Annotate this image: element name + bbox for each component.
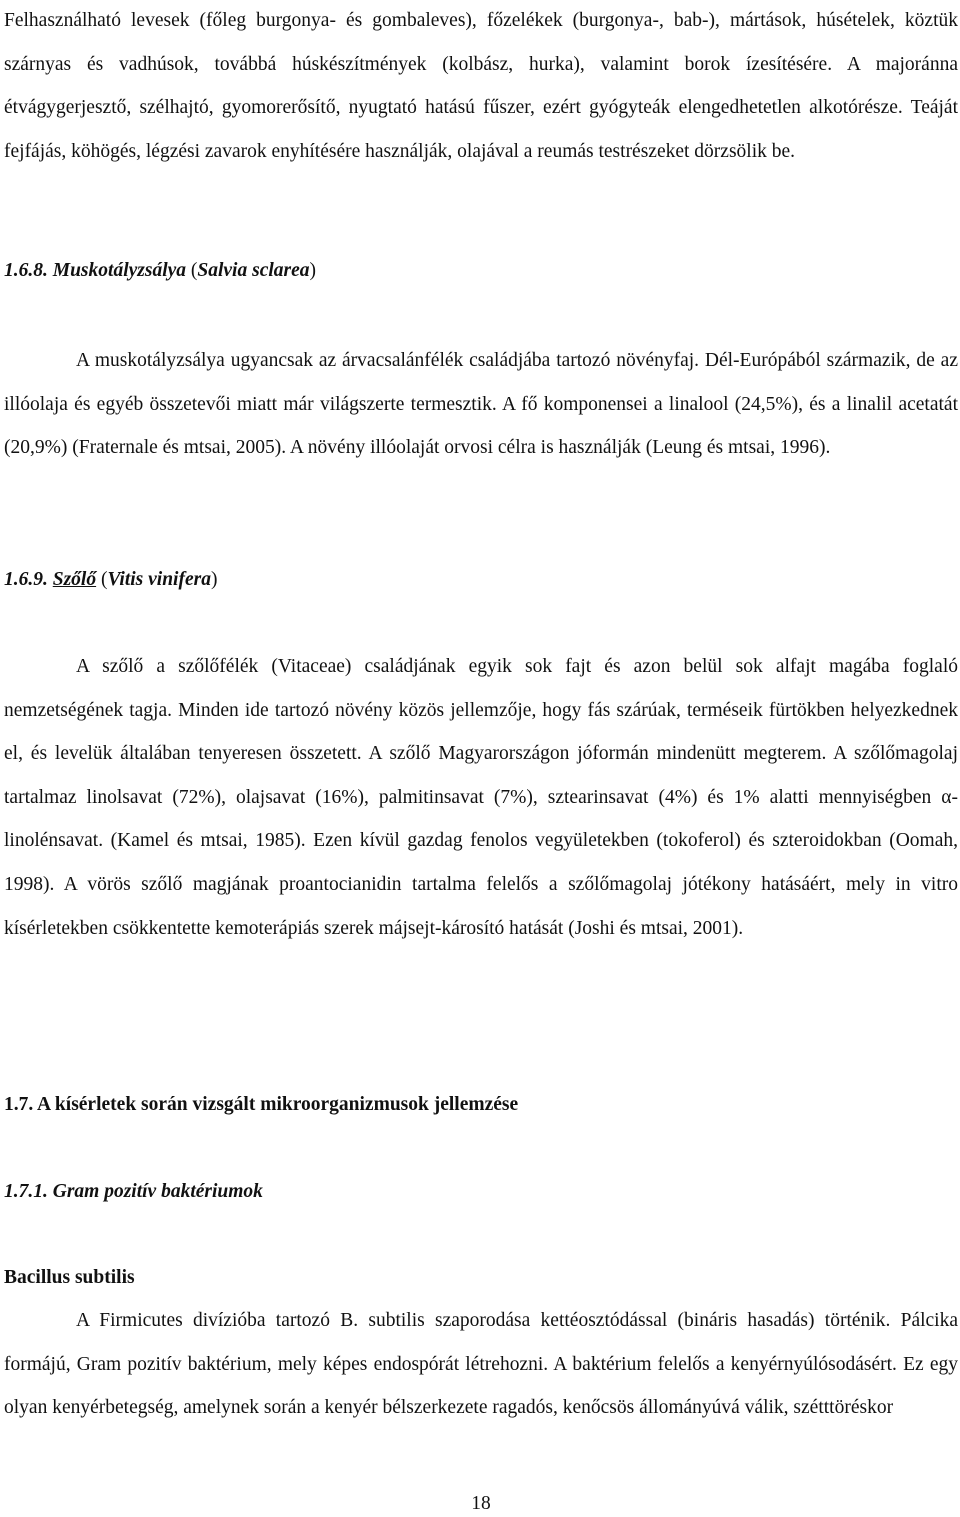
paren-close: )	[309, 260, 317, 281]
paragraph-muskotalyzsalya: A muskotályzsálya ugyancsak az árvacsalánfélék családjába tartozó növényfaj. Dél-Európából származik, de az illóolaja és egyéb összetevői miatt már világszerte termesztik. A fő komponensei a linalool (24,5%), és a linalil acetatát (20,9%) (Fraternale és mtsai, 2005). A növény illóolaját orvosi célra is használják (Leung és mtsai, 1996).	[4, 350, 958, 459]
plant-name: Muskotályzsálya	[52, 260, 187, 281]
section-heading-1-6-9	[4, 567, 217, 593]
latin-name: Salvia sclarea	[197, 260, 310, 281]
latin-name: Vitis vinifera	[107, 569, 211, 590]
paragraph-bacillus-subtilis: A Firmicutes divízióba tartozó B. subtilis szaporodása kettéosztódással (bináris hasadás) történik. Pálcika formájú, Gram pozitív baktérium, mely képes endospórát létrehozni. A baktérium felelős a kenyérnyúlósodásért. Ez egy olyan kenyérbetegség, amelynek során a kenyér bélszerkezete ragadós, kenőcsös állományúvá válik, szétttöréskor	[4, 1310, 958, 1419]
plant-name: Szőlő	[52, 569, 97, 590]
paren-close: )	[210, 569, 218, 590]
paren-open: (	[186, 260, 198, 281]
document-page	[4, 0, 958, 1515]
paragraph-szolo: A szőlő a szőlőfélék (Vitaceae) családjának egyik sok fajt és azon belül sok alfajt magába foglaló nemzetségének tagja. Minden ide tartozó növény közös jellemzője, hogy fás szárúak, terméseik fürtökben helyezkednek el, és levelük általában tenyeresen összetett. A szőlő Magyarországon jóformán mindenütt megterem. A szőlőmagolaj tartalmaz linolsavat (72%), olajsavat (16%), palmitinsavat (7%), sztearinsavat (4%) és 1% alatti mennyiségben α-linolénsavat. (Kamel és mtsai, 1985). Ezen kívül gazdag fenolos vegyületekben (tokoferol) és szteroidokban (Oomah, 1998). A vörös szőlő magjának proantocianidin tartalma felelős a szőlőmagolaj jótékony hatásáért, mely in vitro kísérletekben csökkentette kemoterápiás szerek májsejt-károsító hatását (Joshi és mtsai, 2001).	[4, 656, 958, 939]
paragraph-majoranna-uses: Felhasználható levesek (főleg burgonya- és gombaleves), főzelékek (burgonya-, bab-), mártások, húsételek, köztük szárnyas és vadhúsok, továbbá húskészítmények (kolbász, hurka), valamint borok ízesítésére. A majoránna étvágygerjesztő, szélhajtó, gyomorerősítő, nyugtató hatású fűszer, ezért gyógyteák elengedhetetlen alkotórésze. Teáját fejfájás, köhögés, légzési zavarok enyhítésére használják, olajával a reumás testrészeket dörzsölik be.	[4, 10, 958, 162]
paren-open: (	[96, 569, 108, 590]
section-heading-1-6-8	[4, 258, 316, 284]
section-heading-1-7-1: 1.7.1. Gram pozitív baktériumok	[4, 1181, 263, 1202]
section-heading-1-7: 1.7. A kísérletek során vizsgált mikroorganizmusok jellemzése	[4, 1094, 519, 1115]
organism-heading-bacillus-subtilis: Bacillus subtilis	[4, 1267, 135, 1288]
section-number: 1.6.9.	[4, 569, 48, 590]
page-number: 18	[471, 1493, 491, 1514]
section-number: 1.6.8.	[4, 260, 48, 281]
